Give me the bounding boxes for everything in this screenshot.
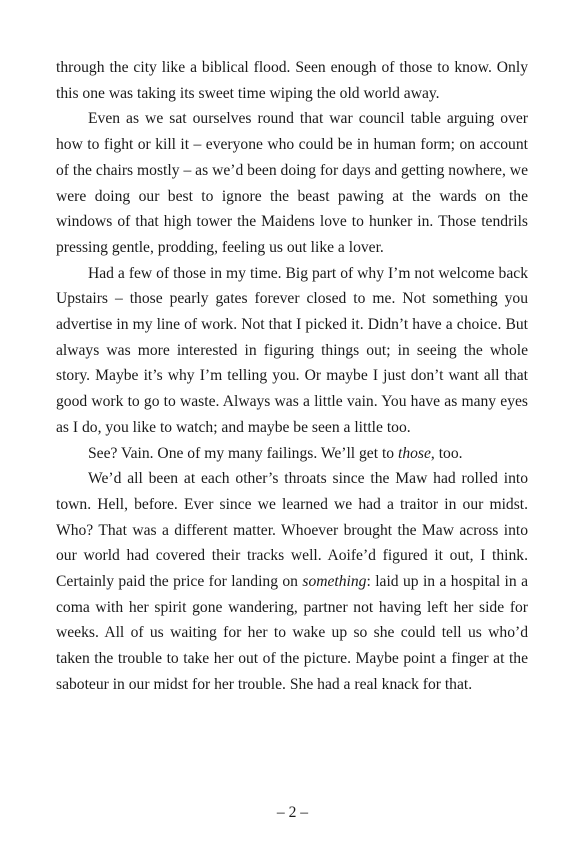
- paragraph-2-text: Even as we sat ourselves round that war council table arguing over how to fight or kill it – everyone who could be in human form; on account of the chairs mostly – as we’d been doing for days and getting nowhere, we were doing our best to ignore the beast pawing at the wards on the windows of that high tower the Maidens love to hunker in. Those tendrils pressing gentle, prodding, feeling us out like a lover.: [56, 110, 528, 256]
- paragraph-3: [56, 261, 528, 441]
- paragraph-4-emphasis: those: [397, 444, 431, 462]
- page-number: – 2 –: [276, 804, 309, 821]
- paragraph-1-text: through the city like a biblical flood. Seen enough of those to know. Only this one was taking its sweet time wiping the old world away.: [56, 59, 528, 102]
- paragraph-4-text-a: See? Vain. One of my many failings. We’ll get to: [88, 444, 398, 462]
- paragraph-5-text-a: We’d all been at each other’s throats since the Maw had rolled into town. Hell, before. Ever since we learned we had a traitor in our midst. Who? That was a different matter. Whoever brought the Maw across into our world had covered their tracks well. Aoife’d figured it out, I think. Certainly paid the price for landing on: [56, 470, 528, 591]
- paragraph-5-text-b: : laid up in a hospital in a coma with her spirit gone wandering, partner not having left her side for weeks. All of us waiting for her to wake up so she could tell us who’d taken the trouble to take her out of the picture. Maybe point a finger at the saboteur in our midst for her trouble. She had a real knack for that.: [56, 573, 528, 693]
- paragraph-5: [56, 466, 528, 697]
- paragraph-5-emphasis: something: [302, 573, 367, 591]
- paragraph-3-text: Had a few of those in my time. Big part of why I’m not welcome back Upstairs – those pearly gates forever closed to me. Not something you advertise in my line of work. Not that I picked it. Didn’t have a choice. But always was more interested in figuring things out; in seeing the whole story. Maybe it’s why I’m telling you. Or maybe I just don’t want all that good work to go to waste. Always was a little vain. You have as many eyes as I do, you like to watch; and maybe be seen a little too.: [56, 264, 528, 436]
- paragraph-4-text-b: , too.: [430, 444, 463, 462]
- paragraph-4: [56, 441, 528, 467]
- paragraph-1: [56, 55, 528, 106]
- paragraph-2: [56, 106, 528, 260]
- page-body: [56, 55, 528, 698]
